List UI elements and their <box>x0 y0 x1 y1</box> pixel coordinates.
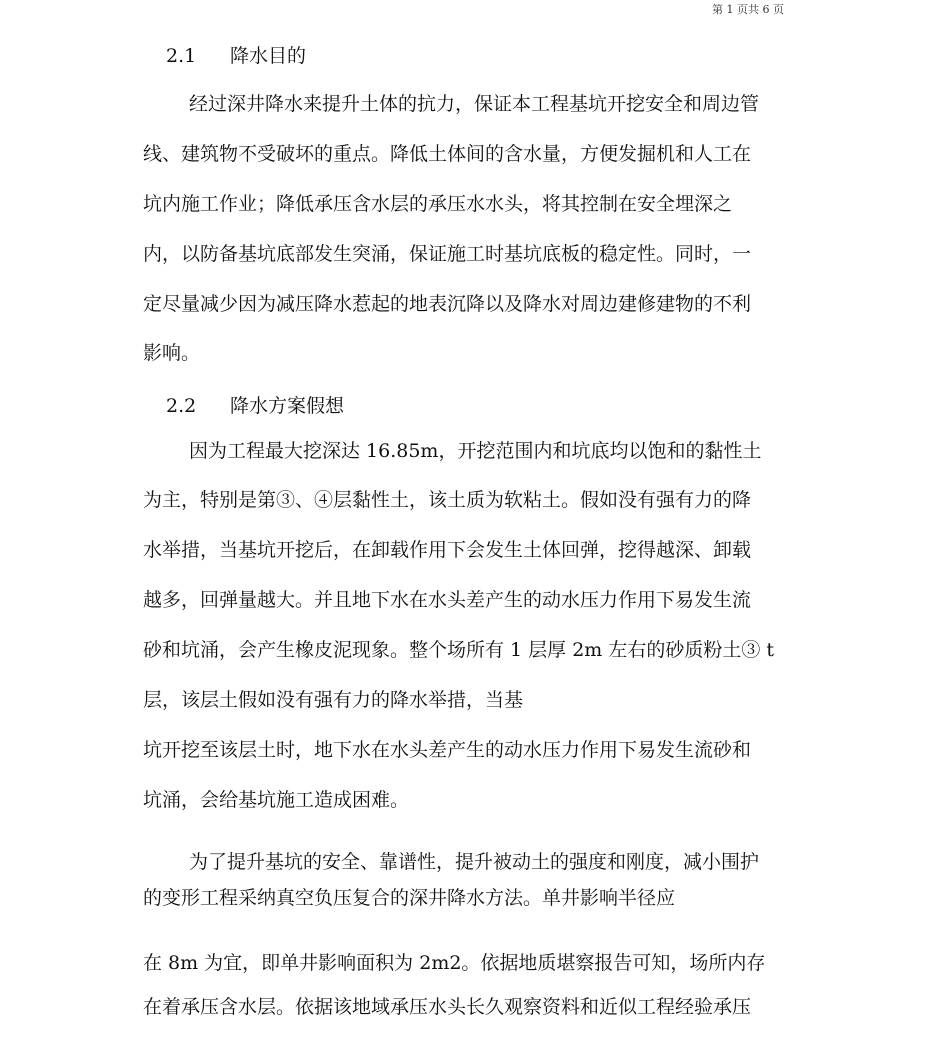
paragraph-line: 定尽量减少因为减压降水惹起的地表沉降以及降水对周边建修建物的不利 <box>143 293 752 315</box>
section-heading-2-2 <box>166 394 344 418</box>
paragraph-line: 越多，回弹量越大。并且地下水在水头差产生的动水压力作用下易发生流 <box>143 589 752 611</box>
section-heading-2-1 <box>166 44 306 68</box>
paragraph-line: 水举措，当基坑开挖后，在卸载作用下会发生土体回弹，挖得越深、卸载 <box>143 539 752 561</box>
paragraph-line: 在着承压含水层。依据该地域承压水头长久观察资料和近似工程经验承压 <box>143 996 752 1018</box>
paragraph-line: 在 8m 为宜，即单井影响面积为 2m2。依据地质堪察报告可知，场所内存 <box>143 952 766 974</box>
paragraph-line: 经过深井降水来提升土体的抗力，保证本工程基坑开挖安全和周边管 <box>189 93 760 115</box>
section-number: 2.1 <box>166 45 197 67</box>
paragraph-line: 坑开挖至该层土时，地下水在水头差产生的动水压力作用下易发生流砂和 <box>143 739 752 761</box>
paragraph-line: 坑涌，会给基坑施工造成困难。 <box>143 789 410 811</box>
section-number: 2.2 <box>166 395 197 417</box>
section-title: 降水目的 <box>230 45 307 67</box>
paragraph-line: 为了提升基坑的安全、靠谱性，提升被动土的强度和刚度，减小围护 <box>189 851 760 873</box>
paragraph-line: 的变形工程采纳真空负压复合的深井降水方法。单井影响半径应 <box>143 887 676 909</box>
paragraph-line: 坑内施工作业；降低承压含水层的承压水水头，将其控制在安全埋深之 <box>143 193 733 215</box>
section-title: 降水方案假想 <box>230 395 345 417</box>
paragraph-line: 因为工程最大挖深达 16.85m，开挖范围内和坑底均以饱和的黏性土 <box>189 440 762 462</box>
paragraph-line: 线、建筑物不受破坏的重点。降低土体间的含水量，方便发掘机和人工在 <box>143 143 752 165</box>
paragraph-line: 为主，特别是第③、④层黏性土，该土质为软粘土。假如没有强有力的降 <box>143 489 752 511</box>
paragraph-line: 层，该层土假如没有强有力的降水举措，当基 <box>143 689 524 711</box>
paragraph-line: 砂和坑涌，会产生橡皮泥现象。整个场所有 1 层厚 2m 左右的砂质粉土③ t <box>143 639 775 661</box>
paragraph-line: 影响。 <box>143 342 201 364</box>
page-number-header: 第 1 页共 6 页 <box>712 3 784 16</box>
paragraph-line: 内，以防备基坑底部发生突涌，保证施工时基坑底板的稳定性。同时，一 <box>143 243 752 265</box>
